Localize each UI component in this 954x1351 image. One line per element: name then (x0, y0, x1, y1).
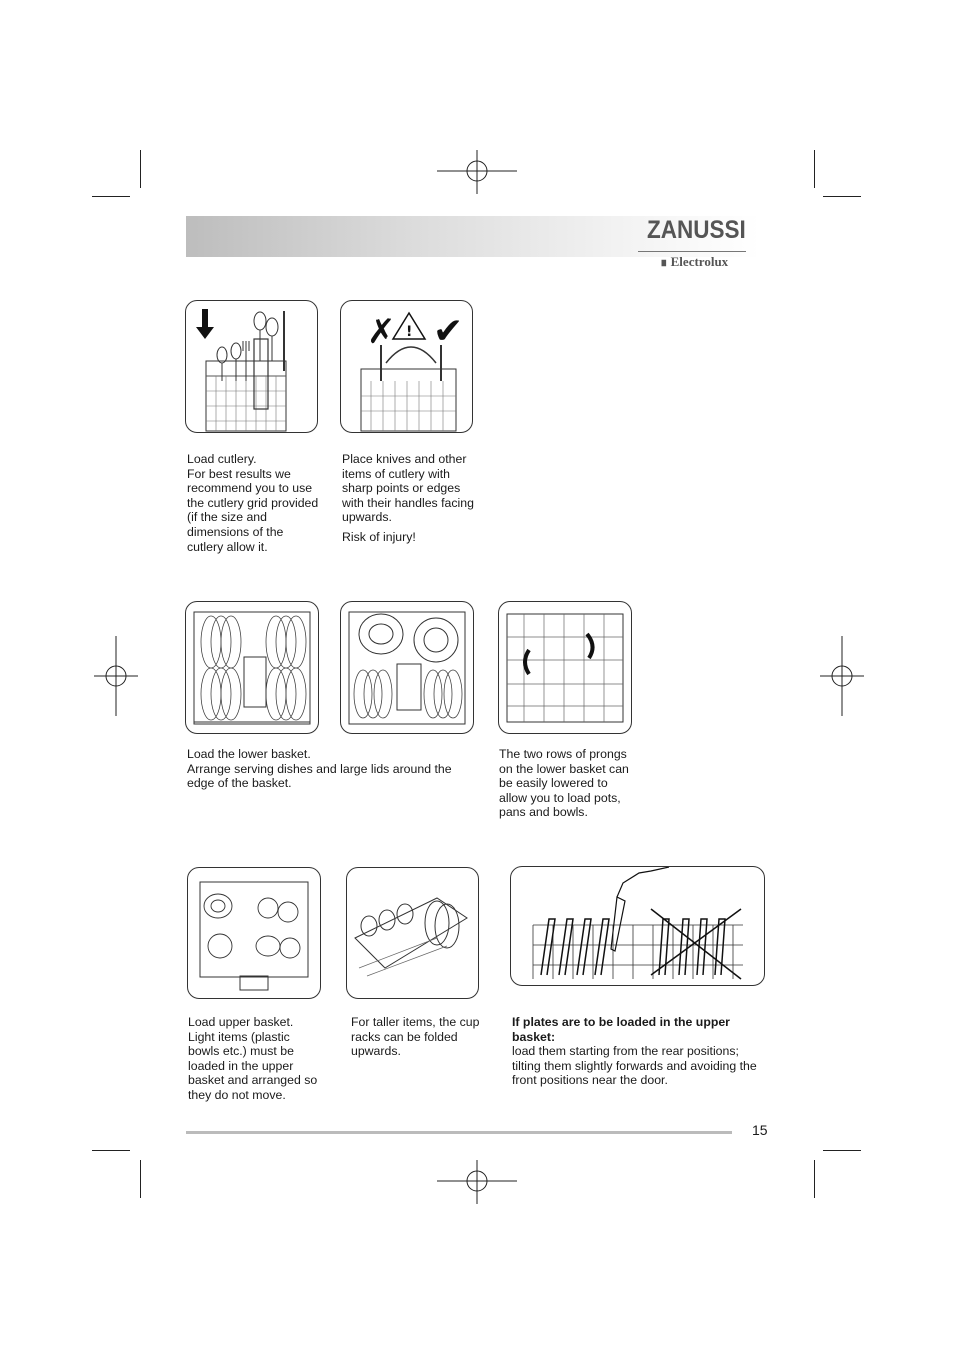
crop-mark (814, 150, 815, 188)
lower-basket-plates-illustration (185, 601, 319, 734)
step-text-prongs: The two rows of prongs on the lower basket can be easily lowered to allow you to load pots, pans and bowls. (499, 747, 629, 820)
svg-text:!: ! (406, 324, 413, 340)
footer-line (186, 1131, 732, 1134)
crop-mark (92, 1150, 130, 1151)
crop-mark (92, 196, 130, 197)
step-text-lower-basket: Load the lower basket. Arrange serving dishes and large lids around the edge of the basket. (187, 747, 452, 791)
crop-mark (823, 196, 861, 197)
cutlery-grid-illustration (185, 300, 318, 433)
plates-upper-basket-illustration (510, 866, 765, 986)
upper-basket-illustration (187, 867, 321, 999)
svg-text:✔: ✔ (433, 311, 464, 352)
step-text-upper-basket: Load upper basket. Light items (plastic bowls etc.) must be loaded in the upper basket and arranged so they do not move. (188, 1015, 318, 1102)
crop-mark (140, 150, 141, 188)
step-text-knives: Place knives and other items of cutlery with sharp points or edges with their handles facing upwards. Risk of injury! (342, 452, 487, 545)
page-number: 15 (752, 1122, 768, 1138)
step-text-cup-racks: For taller items, the cup racks can be folded upwards. (351, 1015, 480, 1059)
crop-mark (823, 1150, 861, 1151)
warning-text: Risk of injury! (342, 529, 416, 544)
electrolux-icon: ∎ (660, 255, 668, 269)
crop-mark (814, 1160, 815, 1198)
step-text-plates: If plates are to be loaded in the upper basket: load them starting from the rear positions; tilting them slightly forwards and avoiding the front positions near the door. (512, 1015, 757, 1088)
knives-handles-up-illustration (340, 300, 473, 433)
sub-brand-label: Electrolux (670, 254, 729, 269)
registration-mark-top (437, 150, 517, 194)
registration-mark-left (94, 636, 138, 716)
brand-logo: ZANUSSI (647, 216, 746, 244)
sub-brand-logo (660, 254, 728, 270)
lower-basket-dishes-illustration (340, 601, 474, 734)
svg-text:✗: ✗ (367, 312, 396, 352)
cup-racks-illustration (346, 867, 479, 999)
registration-mark-bottom (437, 1160, 517, 1204)
lower-basket-prongs-illustration (498, 601, 632, 734)
crop-mark (140, 1160, 141, 1198)
step-text-load-cutlery: Load cutlery. For best results we recommend you to use the cutlery grid provided (if the size and dimensions of the cutlery allow it. (187, 452, 319, 554)
plates-heading: If plates are to be loaded in the upper basket: (512, 1015, 730, 1044)
registration-mark-right (820, 636, 864, 716)
